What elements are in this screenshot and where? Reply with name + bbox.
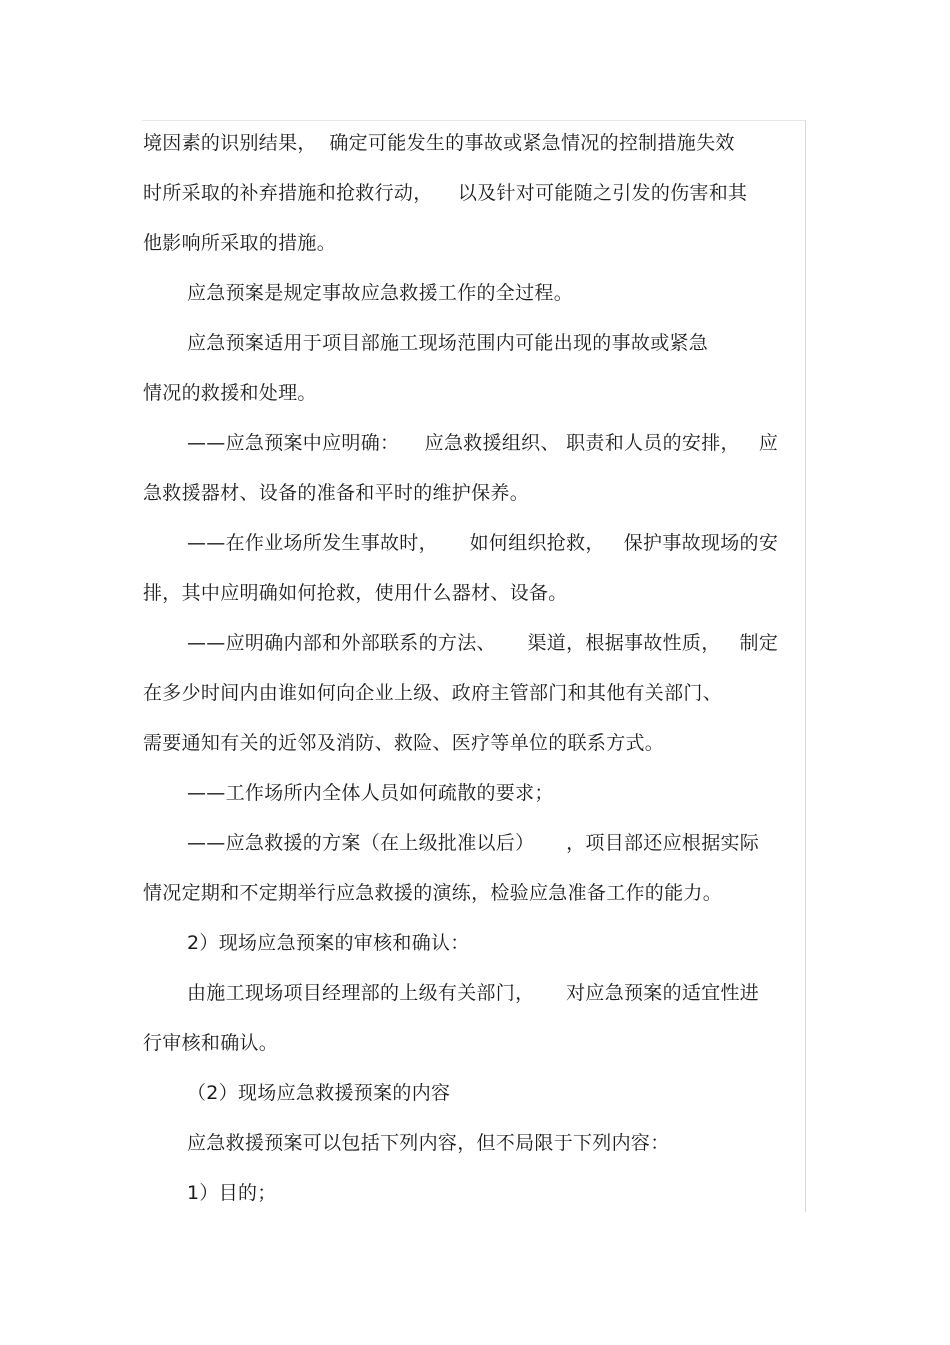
text-line: 2）现场应急预案的审核和确认： [187, 932, 470, 954]
text-line: 应急预案适用于项目部施工现场范围内可能出现的事故或紧急 [187, 332, 709, 354]
text-line: ——应明确内部和外部联系的方法、 渠道，根据事故性质， 制定 [187, 632, 779, 654]
text-line: 时所采取的补弃措施和抢救行动， 以及针对可能随之引发的伤害和其 [143, 182, 748, 204]
text-line: 应急预案是规定事故应急救援工作的全过程。 [187, 282, 574, 304]
text-line: 应急救援预案可以包括下列内容，但不局限于下列内容： [187, 1132, 670, 1154]
text-line: 情况的救援和处理。 [143, 382, 317, 404]
text-line: 由施工现场项目经理部的上级有关部门， 对应急预案的适宜性进 [187, 982, 760, 1004]
text-line: ——工作场所内全体人员如何疏散的要求； [187, 782, 554, 804]
text-line: ——应急救援的方案（在上级批准以后） ，项目部还应根据实际 [187, 832, 760, 854]
text-line: 排，其中应明确如何抢救，使用什么器材、设备。 [143, 582, 568, 604]
text-line: ——在作业场所发生事故时， 如何组织抢救， 保护事故现场的安 [187, 532, 779, 554]
text-line: 情况定期和不定期举行应急救援的演练，检验应急准备工作的能力。 [143, 882, 723, 904]
text-line: 1）目的； [187, 1182, 277, 1204]
text-line: ——应急预案中应明确： 应急救援组织、 职责和人员的安排， 应 [187, 432, 779, 454]
text-line: 在多少时间内由谁如何向企业上级、政府主管部门和其他有关部门、 [143, 682, 723, 704]
text-line: 需要通知有关的近邻及消防、救险、医疗等单位的联系方式。 [143, 732, 665, 754]
text-line: （2）现场应急救援预案的内容 [187, 1082, 451, 1104]
text-line: 他影响所采取的措施。 [143, 232, 337, 254]
text-line: 急救援器材、设备的准备和平时的维护保养。 [143, 482, 530, 504]
text-line: 行审核和确认。 [143, 1032, 279, 1054]
text-line: 境因素的识别结果， 确定可能发生的事故或紧急情况的控制措施失效 [143, 132, 735, 154]
